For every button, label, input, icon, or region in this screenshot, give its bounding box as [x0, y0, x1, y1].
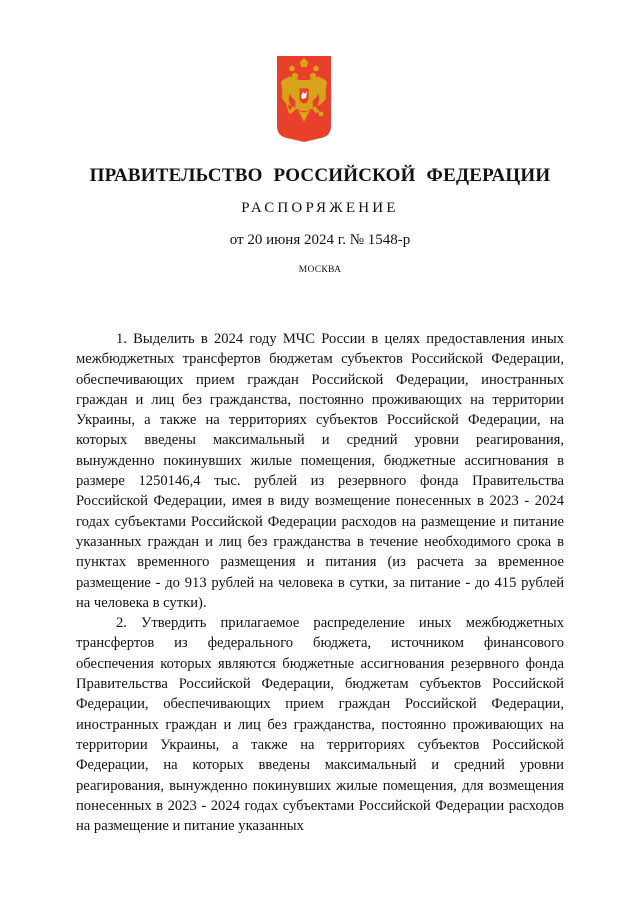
document-date-number: от 20 июня 2024 г. № 1548-р [229, 232, 411, 248]
government-title: ПРАВИТЕЛЬСТВО РОССИЙСКОЙ ФЕДЕРАЦИИ [89, 165, 551, 186]
coat-of-arms-icon [277, 56, 331, 142]
document-body [76, 329, 564, 836]
paragraph-2: 2. Утвердить прилагаемое распределение иных межбюджетных трансфертов из федерального бюджета, источником финансового обеспечения которых являются бюджетные ассигнования резервного фонда Правительства Российской Федерации, бюджетам субъектов Российской Федерации, обеспечивающих прием граждан Российской Федерации, иностранных граждан и лиц без гражданства, постоянно проживающих на территории Украины, а также на территориях субъектов Российской Федерации, на которых введены максимальный и средний уровни реагирования, вынужденно покинувших жилые помещения, для возмещения понесенных в 2023 - 2024 годах субъектами Российской Федерации расходов на размещение и питание указанных [76, 615, 564, 835]
document-city: МОСКВА [298, 265, 342, 275]
paragraph-1: 1. Выделить в 2024 году МЧС России в целях предоставления иных межбюджетных трансфертов бюджетам субъектов Российской Федерации, обеспечивающих прием граждан Российской Федерации, иностранных граждан и лиц без гражданства, постоянно проживающих на территории Украины, а также на территориях субъектов Российской Федерации, на которых введены максимальный и средний уровни реагирования, вынужденно покинувших жилые помещения, бюджетные ассигнования в размере 1250146,4 тыс. рублей из резервного фонда Правительства Российской Федерации, имея в виду возмещение понесенных в 2023 - 2024 годах субъектами Российской Федерации расходов на размещение и питание указанных граждан и лиц без гражданства в течение необходимого срока в пунктах временного размещения и питания (из расчета за временное размещение - до 913 рублей на человека в сутки, за питание - до 415 рублей на человека в сутки). [76, 331, 564, 611]
document-type: РАСПОРЯЖЕНИЕ [241, 200, 399, 216]
